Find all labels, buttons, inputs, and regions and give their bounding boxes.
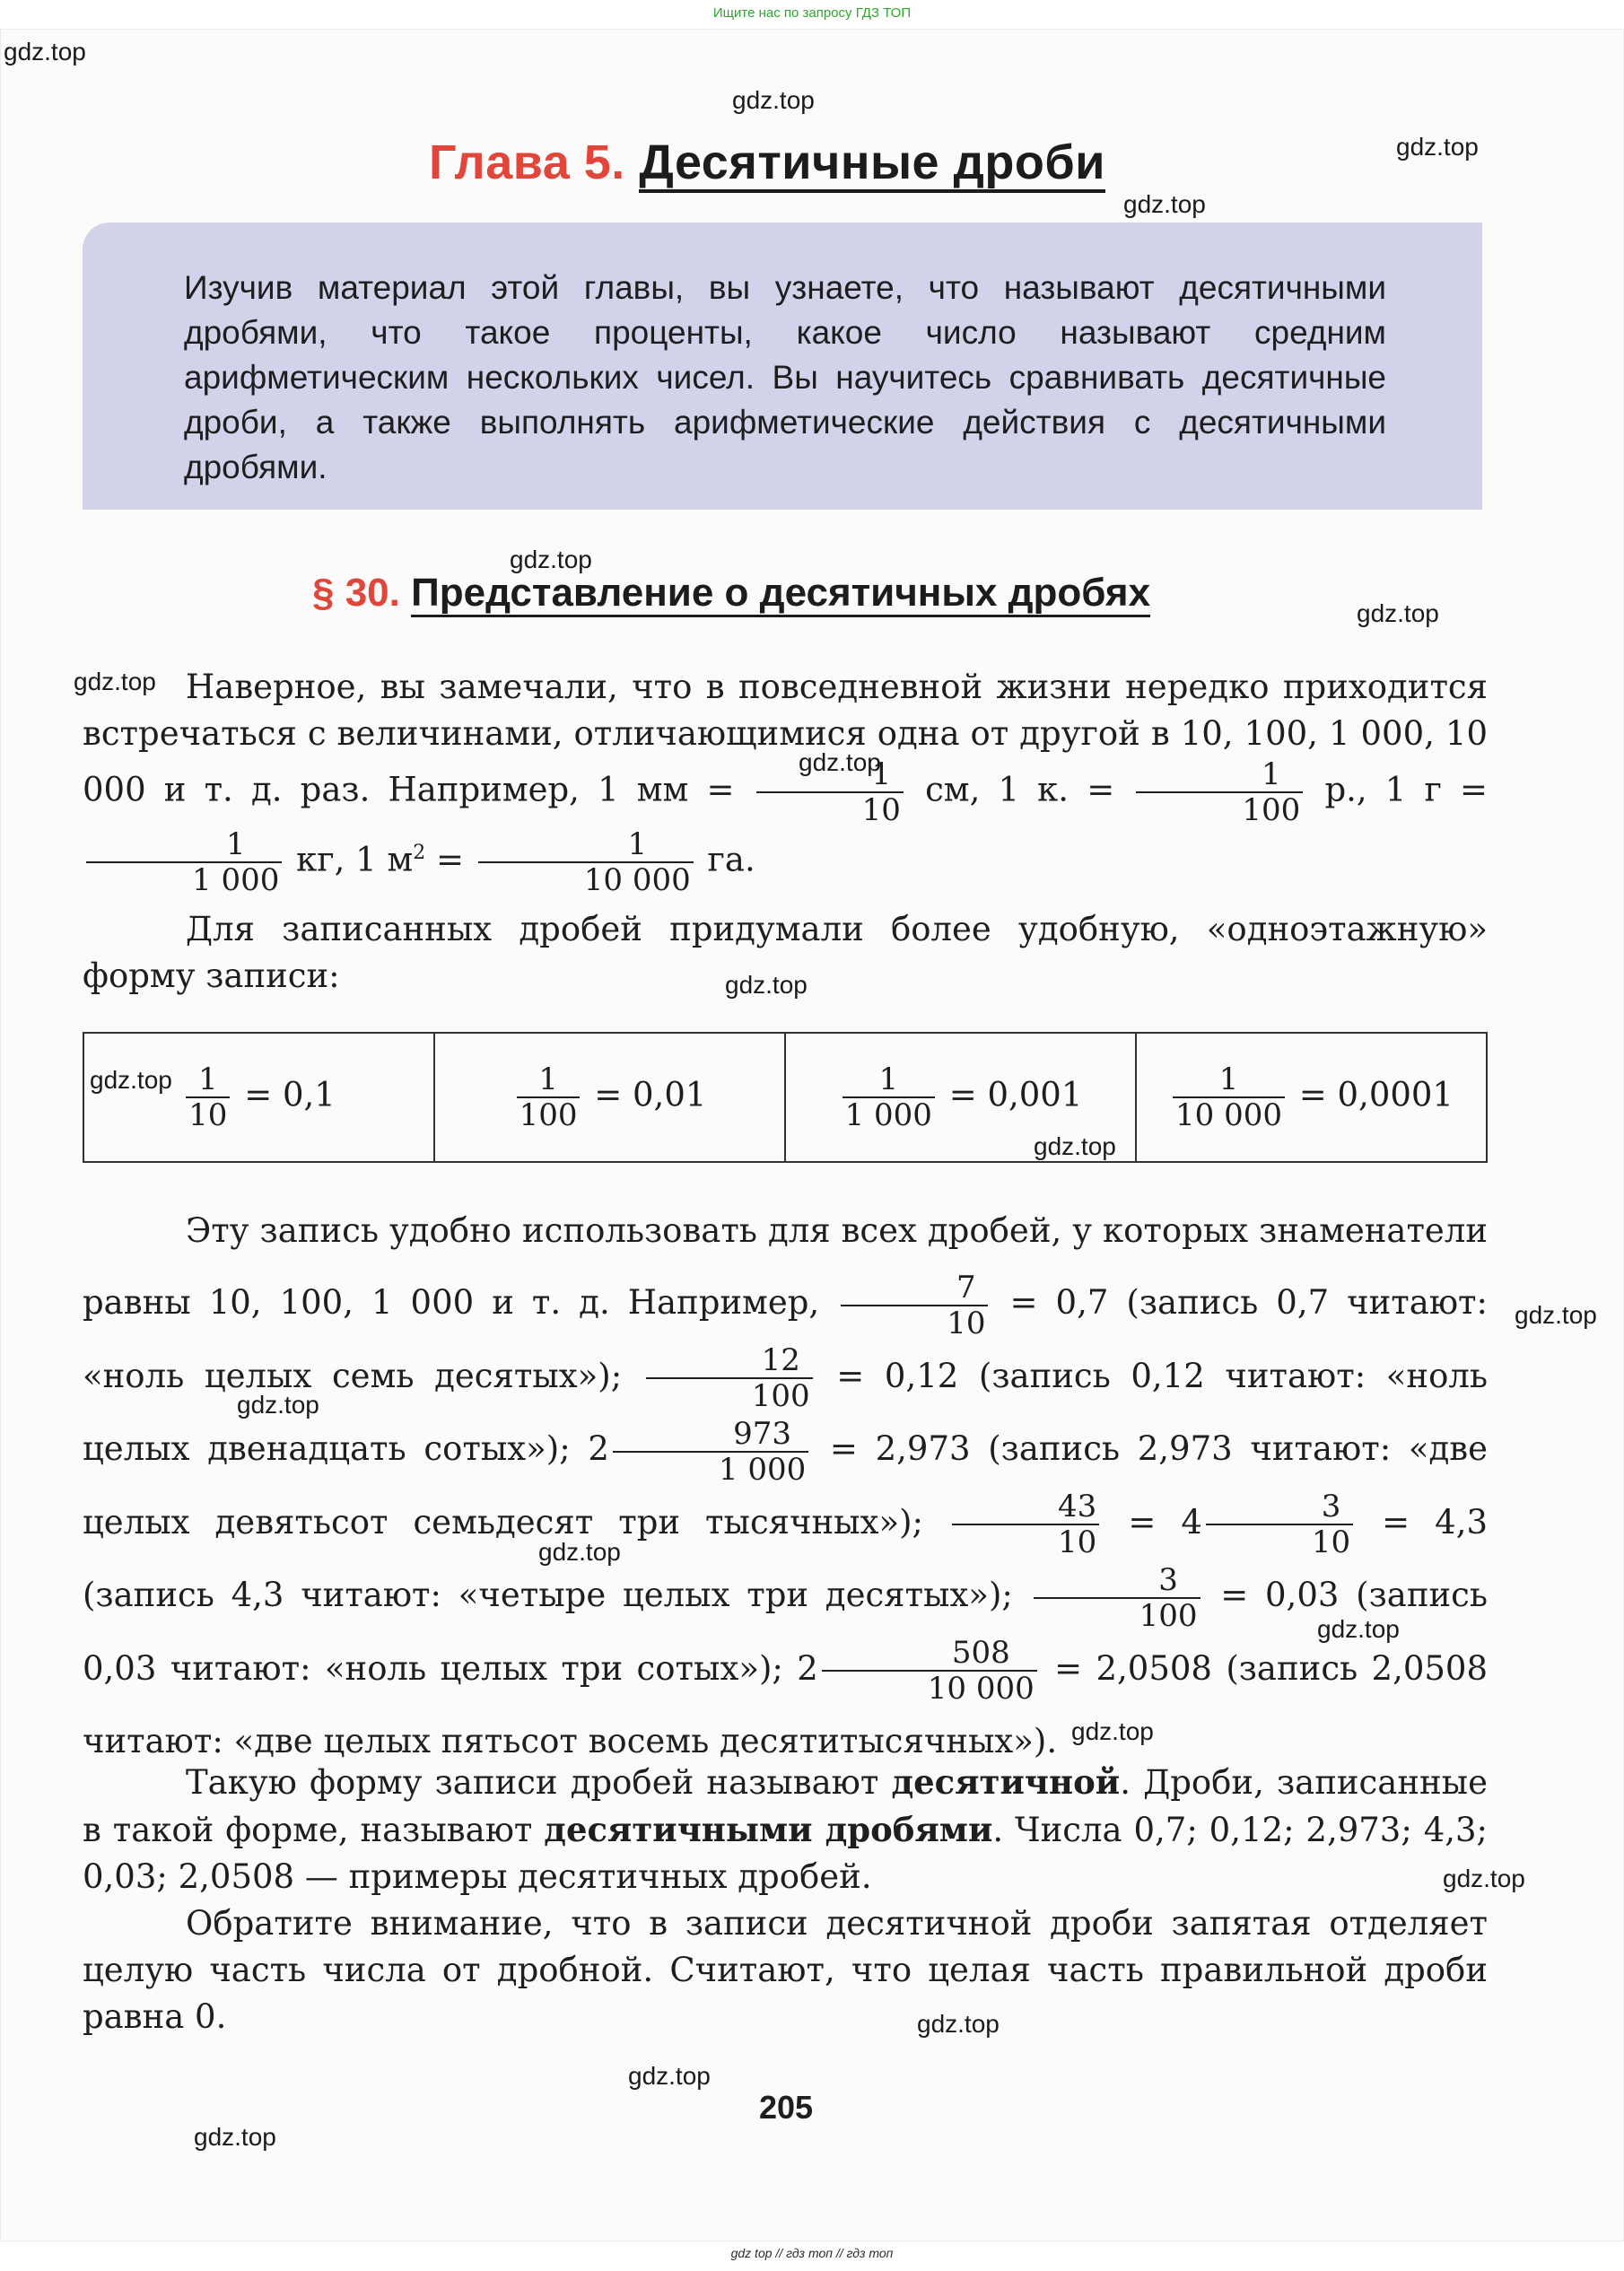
decimal-value: = 0,1 [244, 1075, 336, 1114]
fraction [613, 1417, 808, 1487]
fraction [952, 1489, 1099, 1559]
text: = 0,7 (запись 0,7 читают: «ноль целых семь десятых»); [83, 1283, 1488, 1395]
text: . Числа 0,7; 0,12; 2,973; 4,3; 0,03; 2,0508 — примеры десятичных дробей. [83, 1811, 1489, 1896]
numerator: 3 [1321, 1489, 1341, 1524]
watermark: gdz.top [510, 546, 592, 573]
watermark: gdz.top [1357, 599, 1439, 627]
numerator: 1 [225, 826, 246, 862]
decimal-value: = 0,0001 [1298, 1075, 1454, 1114]
watermark: gdz.top [1123, 190, 1206, 218]
watermark: gdz.top [90, 1066, 172, 1094]
numerator: 1 [871, 756, 892, 792]
section-title [312, 571, 1150, 616]
numerator: 3 [1158, 1561, 1178, 1598]
denominator: 10 [841, 1305, 988, 1341]
fraction [86, 827, 282, 897]
numerator: 1 [538, 1061, 558, 1097]
denominator: 100 [1136, 791, 1303, 827]
text: = 2,0508 (запись 2,0508 читают: «две целых пятьсот восемь десятитысячных»). [83, 1648, 1489, 1760]
fraction [1173, 1062, 1285, 1132]
fraction [646, 1343, 813, 1413]
term-decimal: десятичной [891, 1762, 1121, 1802]
text: р., 1 г = [1324, 770, 1489, 809]
decimal-value: = 0,001 [948, 1075, 1083, 1114]
numerator: 1 [878, 1061, 899, 1097]
watermark: gdz.top [1034, 1132, 1116, 1160]
section-name: Представление о десятичных дробях [411, 571, 1150, 617]
text: = 0,03 (запись 0,03 читают: «ноль целых три сотых»); 2 [83, 1576, 1489, 1688]
denominator: 10 [952, 1524, 1099, 1559]
fraction [1034, 1563, 1201, 1633]
table-cell [434, 1033, 785, 1162]
watermark: gdz.top [725, 971, 808, 999]
watermark: gdz.top [628, 2062, 711, 2090]
paragraph-form: Для записанных дробей придумали более удобную, «одноэтажную» форму записи: [83, 910, 1488, 995]
denominator: 10 [1206, 1524, 1353, 1559]
numerator: 1 [627, 826, 648, 862]
page-number: 205 [759, 2089, 814, 2126]
table-cell [1136, 1033, 1487, 1162]
denominator: 10 000 [822, 1670, 1037, 1706]
numerator: 973 [733, 1415, 792, 1452]
watermark: gdz.top [917, 2010, 1000, 2038]
text: = 2,973 (запись 2,973 читают: «две целых девятьсот семьдесят три тысячных»); [83, 1429, 1488, 1542]
decimal-value: = 0,01 [594, 1075, 707, 1114]
denominator: 100 [1034, 1597, 1201, 1633]
fraction [1136, 757, 1303, 827]
numerator: 1 [1262, 756, 1281, 792]
paragraph-note: Обратите внимание, что в записи десятичной дроби запятая отделяет целую часть числа от дробной. Считают, что целая часть правильной дроби равна 0. [83, 1904, 1488, 2036]
watermark: gdz.top [732, 86, 815, 114]
text: га. [707, 840, 755, 879]
watermark: gdz.top [799, 748, 881, 776]
fraction [822, 1636, 1037, 1706]
chapter-name: Десятичные дроби [639, 135, 1105, 193]
bottom-banner[interactable]: gdz top // гдз топ // гдз топ [730, 2246, 894, 2260]
table-cell [83, 1033, 434, 1162]
term-decimal-fractions: десятичными дробями [544, 1810, 993, 1849]
text: = 4 [1128, 1502, 1202, 1542]
chapter-number: Глава 5. [429, 135, 625, 189]
numerator: 7 [956, 1269, 976, 1306]
numerator: 508 [951, 1635, 1010, 1671]
paragraph-units [83, 664, 1488, 897]
denominator: 10 000 [478, 861, 694, 897]
watermark: gdz.top [1071, 1717, 1154, 1745]
denominator: 1 000 [613, 1451, 808, 1487]
watermark: gdz.top [237, 1391, 319, 1419]
numerator: 1 [1218, 1061, 1239, 1097]
numerator: 1 [197, 1061, 218, 1097]
top-banner[interactable]: Ищите нас по запросу ГДЗ ТОП [712, 5, 912, 21]
fraction [843, 1062, 935, 1132]
section-number: § 30. [312, 571, 400, 615]
text: Эту запись удобно использовать для всех дробей, у которых знаменатели равны 10, 100, 1 000 и т. д. Например, [83, 1211, 1488, 1322]
watermark: gdz.top [4, 38, 86, 66]
text: = 4,3 (запись 4,3 читают: «четыре целых три десятых»); [83, 1502, 1489, 1614]
text: = [436, 840, 465, 879]
superscript: 2 [413, 842, 426, 865]
denominator: 100 [646, 1377, 813, 1413]
text: . Дроби, записанные в такой форме, называют [83, 1763, 1488, 1849]
denominator: 1 000 [86, 861, 282, 897]
denominator: 100 [517, 1096, 581, 1132]
text: = 0,12 (запись 0,12 читают: «ноль целых двенадцать сотых»); 2 [83, 1356, 1488, 1468]
fraction [186, 1062, 230, 1132]
fraction [841, 1271, 988, 1341]
denominator: 10 [186, 1096, 230, 1132]
fraction [517, 1062, 581, 1132]
fraction [756, 757, 904, 827]
watermark: gdz.top [1396, 133, 1479, 161]
numerator: 12 [761, 1342, 800, 1378]
text: Такую форму записи дробей называют [186, 1763, 879, 1802]
paragraph-examples [83, 1195, 1488, 1777]
text: Наверное, вы замечали, что в повседневной жизни нередко приходится встречаться с величинами, отличающимися одна от другой в 10, 100, 1 000, 10 000 и т. д. раз. Например, 1 мм = [83, 668, 1488, 809]
text: кг, 1 м [296, 840, 414, 879]
watermark: gdz.top [1443, 1865, 1525, 1892]
chapter-title [429, 135, 1105, 190]
fraction [1206, 1489, 1353, 1559]
intro-text: Изучив материал этой главы, вы узнаете, что называют десятичными дробями, что такое проценты, какое число называют средним арифметическим нескольких чисел. Вы научитесь сравнивать десятичные дроби, а также выполнять арифметические действия с десятичными дробями. [184, 269, 1386, 485]
denominator: 1 000 [843, 1096, 935, 1132]
denominator: 10 [756, 791, 904, 827]
numerator: 43 [1058, 1489, 1097, 1524]
watermark: gdz.top [538, 1538, 621, 1566]
watermark: gdz.top [1515, 1301, 1597, 1329]
fraction-table [83, 1032, 1488, 1163]
text: см, 1 к. = [925, 770, 1115, 809]
watermark: gdz.top [74, 668, 156, 695]
watermark: gdz.top [1317, 1615, 1400, 1643]
watermark: gdz.top [194, 2123, 276, 2151]
paragraph-definition [83, 1759, 1488, 1900]
fraction [478, 827, 694, 897]
denominator: 10 000 [1173, 1096, 1285, 1132]
